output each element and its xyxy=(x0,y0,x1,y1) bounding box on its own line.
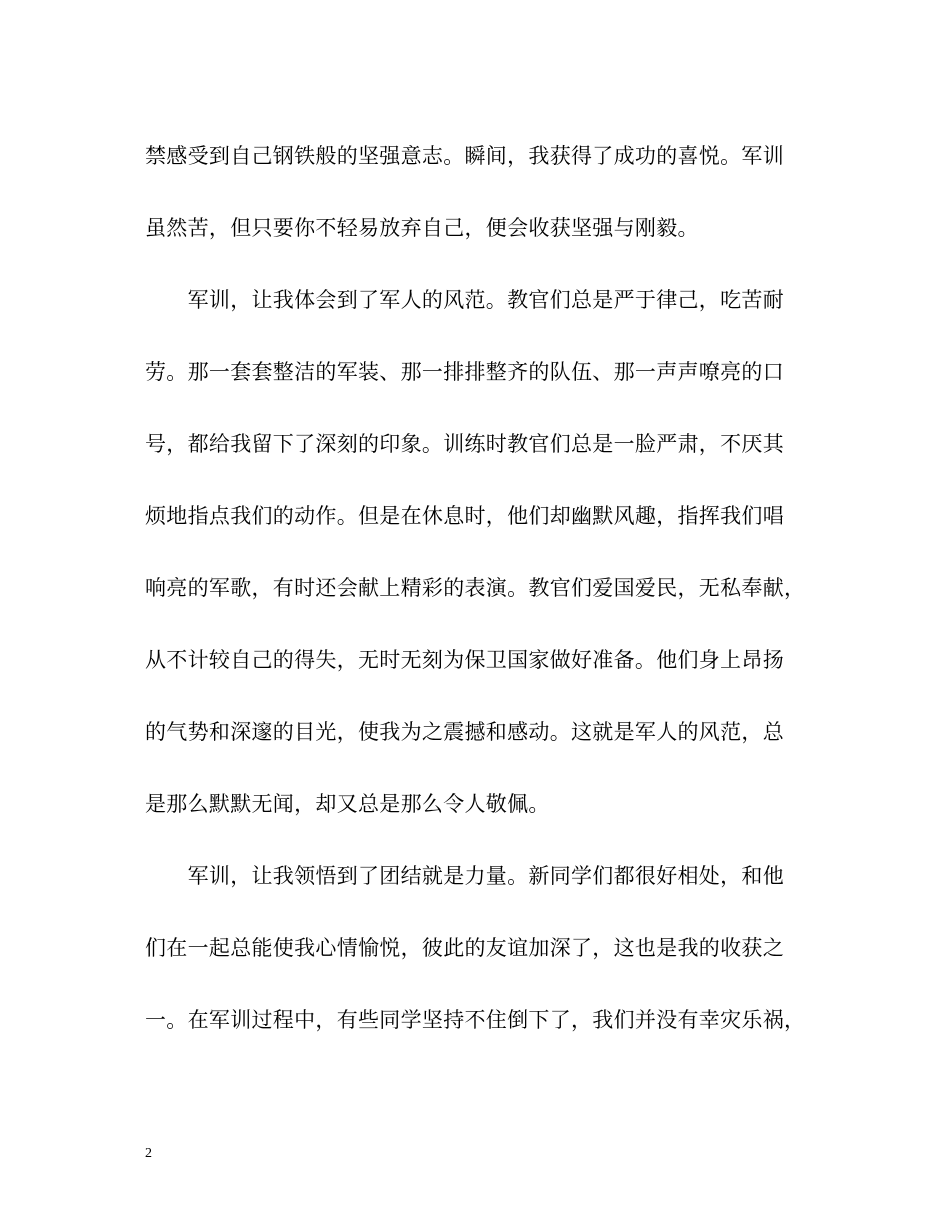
text-line: 虽然苦，但只要你不轻易放弃自己，便会收获坚强与刚毅。 xyxy=(145,216,699,240)
text-line: 军训，让我体会到了军人的风范。教官们总是严于律己，吃苦耐 xyxy=(145,288,784,312)
text-line: 从不计较自己的得失，无时无刻为保卫国家做好准备。他们身上昂扬 xyxy=(145,648,784,672)
text-line: 一。在军训过程中，有些同学坚持不住倒下了，我们并没有幸灾乐祸， xyxy=(145,1008,806,1032)
text-line: 军训，让我领悟到了团结就是力量。新同学们都很好相处，和他 xyxy=(145,864,784,888)
text-line: 号，都给我留下了深刻的印象。训练时教官们总是一脸严肃，不厌其 xyxy=(145,432,784,456)
text-line: 是那么默默无闻，却又总是那么令人敬佩。 xyxy=(145,792,550,816)
text-line: 的气势和深邃的目光，使我为之震撼和感动。这就是军人的风范，总 xyxy=(145,720,784,744)
text-line: 劳。那一套套整洁的军装、那一排排整齐的队伍、那一声声嘹亮的口 xyxy=(145,360,784,384)
page-number: 2 xyxy=(145,1146,152,1161)
text-line: 响亮的军歌，有时还会献上精彩的表演。教官们爱国爱民，无私奉献， xyxy=(145,576,806,600)
text-line: 烦地指点我们的动作。但是在休息时，他们却幽默风趣，指挥我们唱 xyxy=(145,504,784,528)
text-line: 禁感受到自己钢铁般的坚强意志。瞬间，我获得了成功的喜悦。军训 xyxy=(145,144,784,168)
text-line: 们在一起总能使我心情愉悦，彼此的友谊加深了，这也是我的收获之 xyxy=(145,936,784,960)
